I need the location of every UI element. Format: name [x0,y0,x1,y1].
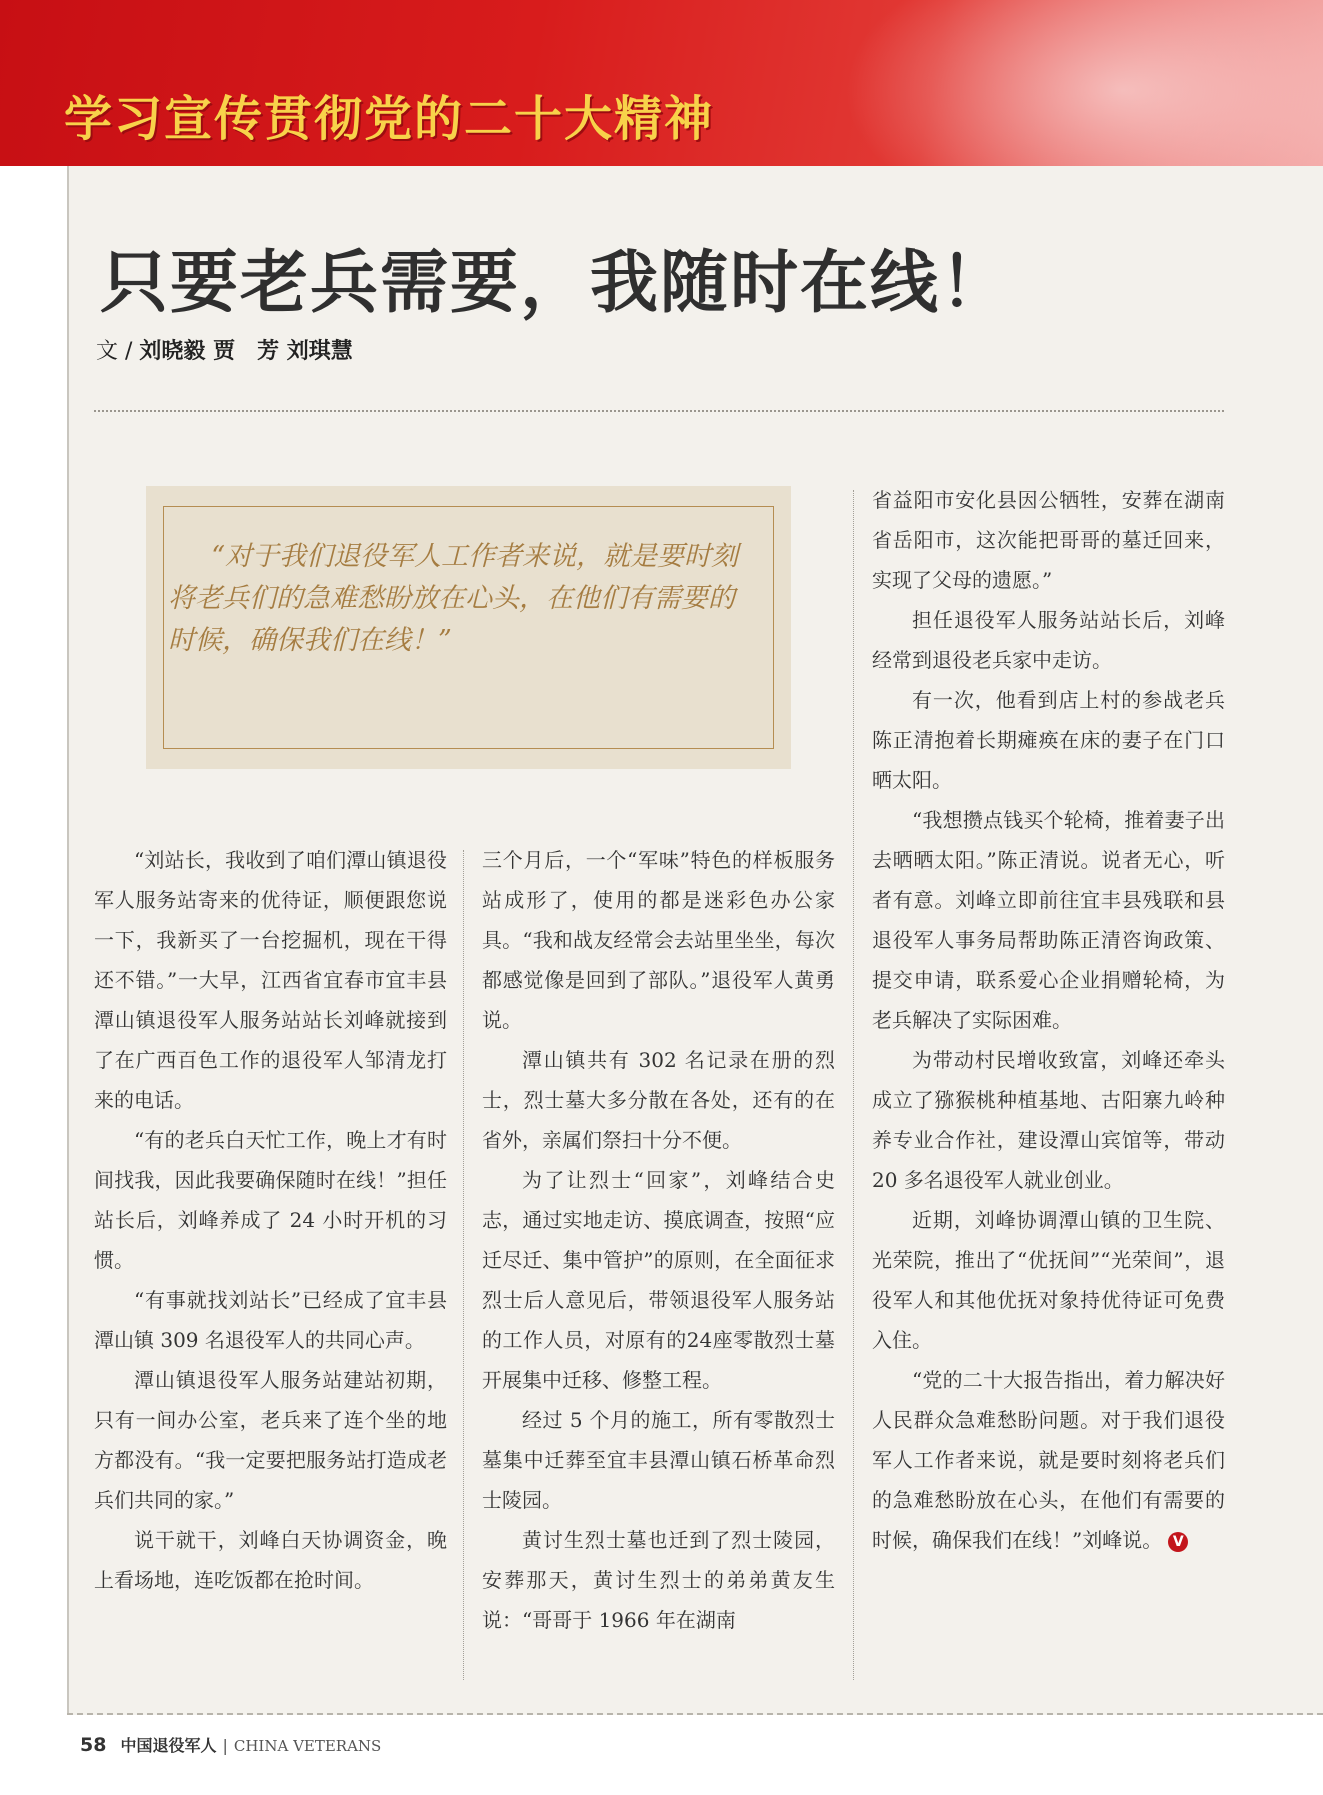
magazine-name-en: CHINA VETERANS [233,1737,382,1755]
paragraph: 为带动村民增收致富，刘峰还牵头成立了猕猴桃种植基地、古阳寨九岭种养专业合作社，建设潭山宾馆等，带动 20 多名退役军人就业创业。 [872,1048,1225,1192]
text-column-3 [872,480,1225,1680]
paragraph: 经过 5 个月的施工，所有零散烈士墓集中迁葬至宜丰县潭山镇石桥革命烈士陵园。 [482,1408,835,1512]
column-separator [463,850,464,1680]
banner-glow [843,0,1323,166]
paragraph: 说干就干，刘峰白天协调资金，晚上看场地，连吃饭都在抢时间。 [94,1528,447,1592]
paragraph: “有的老兵白天忙工作，晚上才有时间找我，因此我要确保随时在线！”担任站长后，刘峰养成了 24 小时开机的习惯。 [94,1128,447,1272]
paragraph-continued: 三个月后，一个“军味”特色的样板服务站成形了，使用的都是迷彩色办公家具。“我和战友经常会去站里坐坐，每次都感觉像是回到了部队。”退役军人黄勇说。 [482,848,835,1032]
paragraph: 为了让烈士“回家”，刘峰结合史志，通过实地走访、摸底调查，按照“应迁尽迁、集中管护”的原则，在全面征求烈士后人意见后，带领退役军人服务站的工作人员，对原有的24座零散烈士墓开展集中迁移、修整工程。 [482,1168,835,1392]
page-footer [80,1730,381,1760]
paragraph: 潭山镇退役军人服务站建站初期，只有一间办公室，老兵来了连个坐的地方都没有。“我一定要把服务站打造成老兵们共同的家。” [94,1368,447,1512]
page-edge [67,1713,1323,1715]
pull-quote-box [146,486,791,769]
header-banner [0,0,1323,166]
paragraph: 黄讨生烈士墓也迁到了烈士陵园，安葬那天，黄讨生烈士的弟弟黄友生说：“哥哥于 1966 年在湖南 [482,1528,835,1632]
paragraph: 有一次，他看到店上村的参战老兵陈正清抱着长期瘫痪在床的妻子在门口晒太阳。 [872,688,1225,792]
article-headline: 只要老兵需要，我随时在线！ [100,243,1011,323]
page-number: 58 [80,1734,107,1756]
paragraph: “有事就找刘站长”已经成了宜丰县潭山镇 309 名退役军人的共同心声。 [94,1288,447,1352]
final-paragraph [872,1360,1225,1560]
byline-prefix: 文 / [96,339,140,364]
byline [96,334,353,365]
byline-authors: 刘晓毅 贾 芳 刘琪慧 [139,339,353,364]
paragraph: “刘站长，我收到了咱们潭山镇退役军人服务站寄来的优待证，顺便跟您说一下，我新买了一台挖掘机，现在干得还不错。”一大早，江西省宜春市宜丰县潭山镇退役军人服务站站长刘峰就接到了在广西百色工作的退役军人邹清龙打来的电话。 [94,848,447,1112]
paragraph: 担任退役军人服务站站长后，刘峰经常到退役老兵家中走访。 [872,608,1225,672]
paragraph: 潭山镇共有 302 名记录在册的烈士，烈士墓大多分散在各处，还有的在省外，亲属们祭扫十分不便。 [482,1048,835,1152]
paragraph: “我想攒点钱买个轮椅，推着妻子出去晒晒太阳。”陈正清说。说者无心，听者有意。刘峰立即前往宜丰县残联和县退役军人事务局帮助陈正清咨询政策、提交申请，联系爱心企业捐赠轮椅，为老兵解决了实际困难。 [872,808,1225,1032]
paragraph: 近期，刘峰协调潭山镇的卫生院、光荣院，推出了“优抚间”“光荣间”，退役军人和其他优抚对象持优待证可免费入住。 [872,1208,1225,1352]
pull-quote-text: “对于我们退役军人工作者来说，就是要时刻将老兵们的急难愁盼放在心头，在他们有需要的时候，确保我们在线！” [168,541,738,656]
end-mark-icon: V [1168,1532,1188,1552]
magazine-name: 中国退役军人 [120,1736,217,1755]
text-column-2 [482,840,835,1680]
dotted-divider [94,410,1224,412]
footer-separator: | [222,1736,228,1755]
paragraph-continued: 省益阳市安化县因公牺牲，安葬在湖南省岳阳市，这次能把哥哥的墓迁回来，实现了父母的遗愿。” [872,488,1225,592]
section-title: 学习宣传贯彻党的二十大精神 [64,91,715,147]
paragraph-text: “党的二十大报告指出，着力解决好人民群众急难愁盼问题。对于我们退役军人工作者来说，就是要时刻将老兵们的急难愁盼放在心头，在他们有需要的时候，确保我们在线！”刘峰说。 [872,1368,1225,1552]
column-separator [853,490,854,1680]
text-column-1 [94,840,447,1680]
